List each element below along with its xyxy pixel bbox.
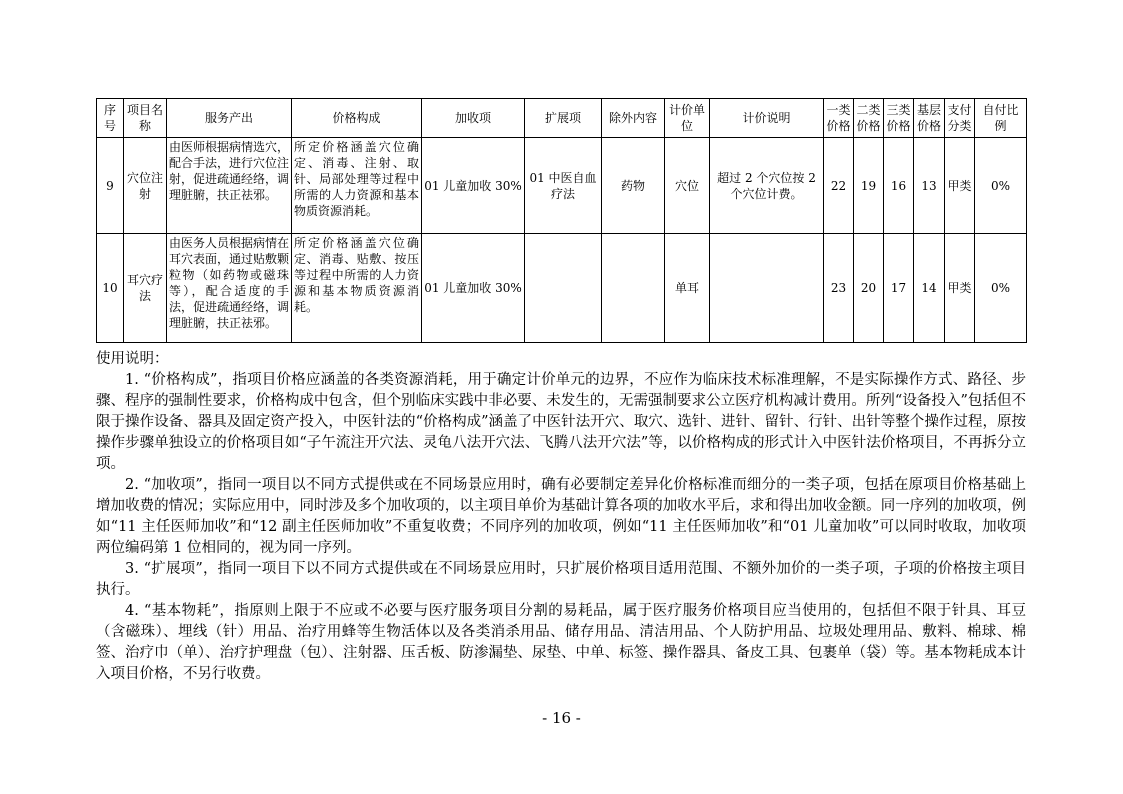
- cell-price-3: 16: [884, 138, 914, 234]
- header-cell: 加收项: [422, 99, 525, 138]
- header-cell: 价格构成: [292, 99, 422, 138]
- header-cell: 序号: [97, 99, 124, 138]
- cell-composition: 所定价格涵盖穴位确定、消毒、注射、取针、局部处理等过程中所需的人力资源和基本物质资源消耗。: [292, 138, 422, 234]
- header-cell: 项目名称: [124, 99, 167, 138]
- header-cell: 扩展项: [525, 99, 602, 138]
- cell-price-3: 17: [884, 234, 914, 343]
- page-number: - 16 -: [542, 709, 581, 727]
- header-cell: 三类价格: [884, 99, 914, 138]
- cell-excluded: [602, 234, 665, 343]
- cell-price-1: 23: [824, 234, 854, 343]
- header-cell: 计价单位: [665, 99, 710, 138]
- table-row: [97, 138, 1027, 234]
- cell-pricing-note: 超过 2 个穴位按 2 个穴位计费。: [710, 138, 824, 234]
- cell-output: 由医师根据病情选穴，配合手法，进行穴位注射，促进疏通经络，调理脏腑，扶正祛邪。: [167, 138, 292, 234]
- cell-price-base: 14: [914, 234, 945, 343]
- cell-excluded: 药物: [602, 138, 665, 234]
- cell-price-2: 19: [854, 138, 884, 234]
- cell-unit: 穴位: [665, 138, 710, 234]
- header-cell: 支付分类: [945, 99, 975, 138]
- cell-output: 由医务人员根据病情在耳穴表面，通过贴敷颗粒物（如药物或磁珠等），配合适度的手法，促进疏通经络，调理脏腑，扶正祛邪。: [167, 234, 292, 343]
- note-paragraph: 1. “价格构成”，指项目价格应涵盖的各类资源消耗，用于确定计价单元的边界，不应作为临床技术标准理解，不是实际操作方式、路径、步骤、程序的强制性要求，价格构成中包含，但个别临床实践中非必要、未发生的，无需强制要求公立医疗机构减计费用。所列“设备投入”包括但不限于操作设备、器具及固定资产投入，中医针法的“价格构成”涵盖了中医针法开穴、取穴、选针、进针、留针、行针、出针等整个操作过程，原按操作步骤单独设立的价格项目如“子午流注开穴法、灵龟八法开穴法、飞腾八法开穴法”等，以价格构成的形式计入中医针法价格项目，不再拆分立项。: [96, 372, 1026, 472]
- price-table: [96, 98, 1027, 343]
- header-cell: 一类价格: [824, 99, 854, 138]
- cell-price-1: 22: [824, 138, 854, 234]
- header-cell: 基层价格: [914, 99, 945, 138]
- cell-extension: [525, 234, 602, 343]
- cell-self-pay: 0%: [975, 138, 1027, 234]
- usage-notes: [96, 349, 1026, 685]
- cell-name: 耳穴疗法: [124, 234, 167, 343]
- cell-surcharge: 01 儿童加收 30%: [422, 234, 525, 343]
- note-paragraph: 2. “加收项”，指同一项目以不同方式提供或在不同场景应用时，确有必要制定差异化价格标准而细分的一类子项，包括在原项目价格基础上增加收费的情况；实际应用中，同时涉及多个加收项的，以主项目单价为基础计算各项的加收水平后，求和得出加收金额。同一序列的加收项，例如“11 主任医师加收”和“12 副主任医师加收”不重复收费；不同序列的加收项，例如“11 主任医师加收”和“01 儿童加收”可以同时收取，加收项两位编码第 1 位相同的，视为同一序列。: [96, 477, 1026, 556]
- cell-unit: 单耳: [665, 234, 710, 343]
- cell-surcharge: 01 儿童加收 30%: [422, 138, 525, 234]
- note-paragraph: 4. “基本物耗”，指原则上限于不应或不必要与医疗服务项目分割的易耗品，属于医疗服务价格项目应当使用的，包括但不限于针具、耳豆（含磁珠）、埋线（针）用品、治疗用蜂等生物活体以及各类消杀用品、储存用品、清洁用品、个人防护用品、垃圾处理用品、敷料、棉球、棉签、治疗巾（单）、治疗护理盘（包）、注射器、压舌板、防渗漏垫、尿垫、中单、标签、操作器具、备皮工具、包裹单（袋）等。基本物耗成本计入项目价格，不另行收费。: [96, 603, 1026, 682]
- table-row: [97, 234, 1027, 343]
- note-paragraph: 3. “扩展项”，指同一项目下以不同方式提供或在不同场景应用时，只扩展价格项目适用范围、不额外加价的一类子项，子项的价格按主项目执行。: [96, 561, 1026, 598]
- notes-title: 使用说明：: [96, 351, 169, 367]
- header-cell: 计价说明: [710, 99, 824, 138]
- cell-price-2: 20: [854, 234, 884, 343]
- cell-composition: 所定价格涵盖穴位确定、消毒、贴敷、按压等过程中所需的人力资源和基本物质资源消耗。: [292, 234, 422, 343]
- cell-no: 10: [97, 234, 124, 343]
- cell-price-base: 13: [914, 138, 945, 234]
- cell-self-pay: 0%: [975, 234, 1027, 343]
- cell-extension: 01 中医自血疗法: [525, 138, 602, 234]
- header-cell: 二类价格: [854, 99, 884, 138]
- cell-payment: 甲类: [945, 138, 975, 234]
- header-cell: 除外内容: [602, 99, 665, 138]
- cell-no: 9: [97, 138, 124, 234]
- header-cell: 服务产出: [167, 99, 292, 138]
- header-cell: 自付比例: [975, 99, 1027, 138]
- cell-name: 穴位注射: [124, 138, 167, 234]
- table-header-row: [97, 99, 1027, 138]
- cell-pricing-note: [710, 234, 824, 343]
- cell-payment: 甲类: [945, 234, 975, 343]
